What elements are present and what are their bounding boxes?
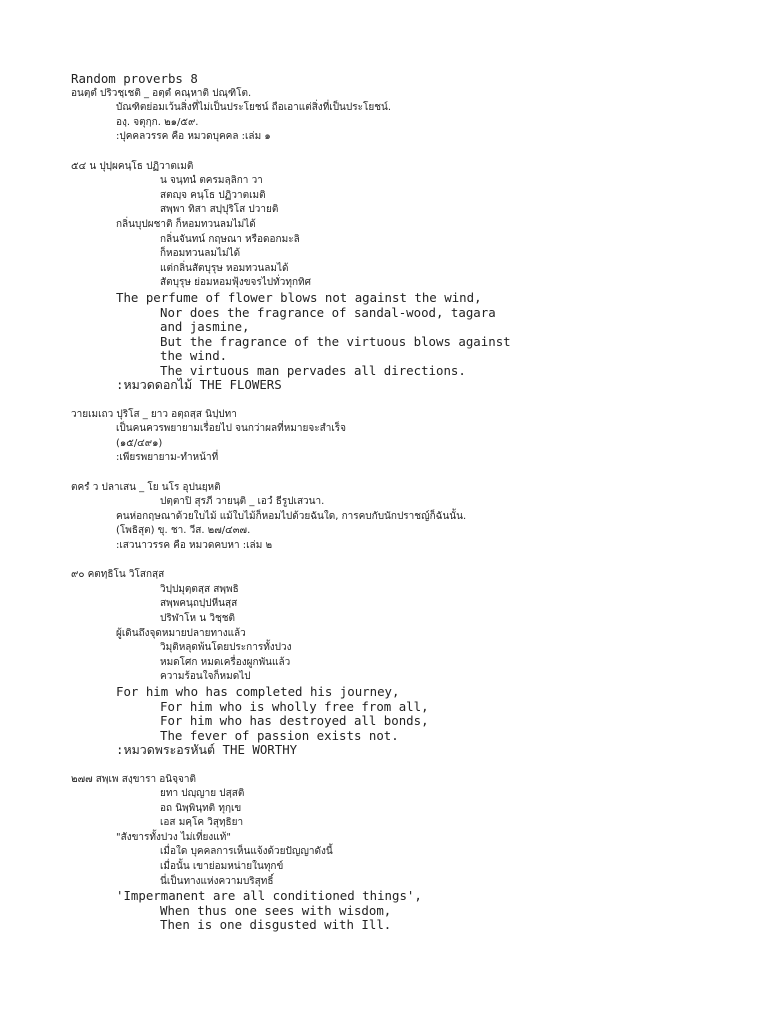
thai-text-line: :เพียรพยายาม-ทำหน้าที่ [116, 452, 219, 464]
thai-text-line: สตญฺจ คนฺโธ ปฏิวาตเมติ [160, 189, 266, 201]
thai-text-line: สพฺพคนฺถปฺปหีนสฺส [160, 598, 238, 610]
english-text-line: the wind. [160, 348, 228, 364]
thai-text-line: เอส มคฺโค วิสุทฺธิยา [160, 817, 244, 829]
thai-text-line: วายเมเถว ปุริโส _ ยาว อตฺถสฺส นิปฺปทา [71, 408, 237, 420]
thai-text-line: ก็หอมทวนลมไม่ได้ [160, 248, 241, 260]
thai-text-line: :ปุคคลวรรค คือ หมวดบุคคล :เล่ม ๑ [116, 131, 271, 143]
thai-text-line: :หมวดพระอรหันต์ THE WORTHY [116, 742, 298, 758]
thai-text-line: สพฺพา ทิสา สปฺปุริโส ปวายติ [160, 204, 279, 216]
thai-text-line: ปริฬาโห น วิชฺชติ [160, 612, 236, 624]
thai-text-line: ๕๔ น ปุปฺผคนฺโธ ปฏิวาตเมติ [71, 160, 194, 172]
thai-text-line: วิมุติหลุดพ้นโดยประการทั้งปวง [160, 642, 292, 654]
thai-text-line: สัตบุรุษ ย่อมหอมฟุ้งขจรไปทั่วทุกทิศ [160, 277, 311, 289]
english-text-line: For him who is wholly free from all, [160, 698, 429, 714]
thai-text-line: คนห่อกฤษณาด้วยใบไม้ แม้ใบไม้ก็หอมไปด้วยฉันใด, การคบกับนักปราชญ์ก็ฉันนั้น. [116, 510, 467, 522]
document-page [71, 72, 751, 933]
thai-text-line: เมื่อนั้น เขาย่อมหน่ายในทุกข์ [160, 861, 284, 873]
thai-text-line: แต่กลิ่นสัตบุรุษ หอมทวนลมได้ [160, 262, 289, 274]
thai-text-line: หมดโศก หมดเครื่องผูกพันแล้ว [160, 656, 291, 668]
thai-text-line: "สังขารทั้งปวง ไม่เที่ยงแท้" [116, 831, 231, 843]
english-text-line: The virtuous man pervades all directions. [160, 362, 466, 378]
english-text-line: Nor does the fragrance of sandal-wood, tagara [160, 304, 496, 320]
thai-text-line: ผู้เดินถึงจุดหมายปลายทางแล้ว [116, 627, 246, 639]
thai-text-line: :เสวนาวรรค คือ หมวดคบหา :เล่ม ๒ [116, 540, 273, 551]
thai-text-line: กลิ่นบุปผชาติ ก็หอมทวนลมไม่ได้ [116, 218, 256, 230]
thai-text-line: อนตฺตํ ปริวชฺเชติ _ อตฺตํ คณฺหาติ ปณฺฑิโต. [71, 87, 252, 99]
thai-text-line: ยทา ปญฺญาย ปสฺสติ [160, 788, 245, 800]
thai-text-line: (๑๕/๔๙๑) [116, 437, 163, 449]
thai-text-line: เป็นคนควรพยายามเรื่อยไป จนกว่าผลที่หมายจะสำเร็จ [116, 423, 346, 435]
thai-text-line: บัณฑิตย่อมเว้นสิ่งที่ไม่เป็นประโยชน์ ถือเอาแต่สิ่งที่เป็นประโยชน์. [116, 102, 392, 114]
english-text-line: Then is one disgusted with Ill. [160, 917, 392, 933]
english-text-line: and jasmine, [160, 319, 250, 335]
english-text-line: Random proverbs 8 [71, 71, 198, 86]
english-text-line: For him who has destroyed all bonds, [160, 713, 429, 729]
thai-text-line: อถ นิพฺพินฺทติ ทุกฺเข [160, 802, 242, 814]
english-text-line: When thus one sees with wisdom, [160, 902, 392, 918]
english-text-line: 'Impermanent are all conditioned things', [116, 888, 422, 904]
english-text-line: The fever of passion exists not. [160, 727, 399, 743]
thai-text-line: ๙๐ คตทฺธิโน วิโสกสฺส [71, 569, 165, 581]
thai-text-line: กลิ่นจันทน์ กฤษณา หรือดอกมะลิ [160, 233, 300, 245]
thai-text-line: นี่เป็นทางแห่งความบริสุทธิ์ [160, 875, 274, 887]
english-text-line: But the fragrance of the virtuous blows against [160, 333, 511, 349]
thai-text-line: เมื่อใด บุคคลการเห็นแจ้งด้วยปัญญาดังนี้ [160, 846, 333, 858]
thai-text-line: :หมวดดอกไม้ THE FLOWERS [116, 377, 282, 393]
thai-text-line: วิปฺปมุตฺตสฺส สพฺพธิ [160, 583, 239, 595]
blank-line [71, 393, 751, 408]
thai-text-line: น จนฺทนํ ตครมลฺลิกา วา [160, 175, 263, 187]
thai-text-line: ตครํ ว ปลาเสน _ โย นโร อุปนยฺหติ [71, 481, 221, 493]
blank-line [71, 554, 751, 569]
thai-text-line: ปตฺตาปิ สุรภี วายนฺติ _ เอวํ ธีรูปเสวนา. [160, 496, 325, 508]
english-text-line: The perfume of flower blows not against the wind, [116, 289, 482, 305]
thai-text-line: (โพธิสุต) ขุ. ชา. วีส. ๒๗/๔๓๗. [116, 525, 251, 537]
blank-line [71, 466, 751, 481]
thai-text-line: องฺ. จตุกฺก. ๒๑/๕๙. [116, 116, 199, 128]
thai-text-line: ๒๗๗ สพฺเพ สงฺขารา อนิจฺจาติ [71, 773, 196, 785]
thai-text-line: ความร้อนใจก็หมดไป [160, 671, 251, 683]
english-text-line: For him who has completed his journey, [116, 683, 400, 699]
blank-line [71, 145, 751, 160]
blank-line [71, 758, 751, 773]
